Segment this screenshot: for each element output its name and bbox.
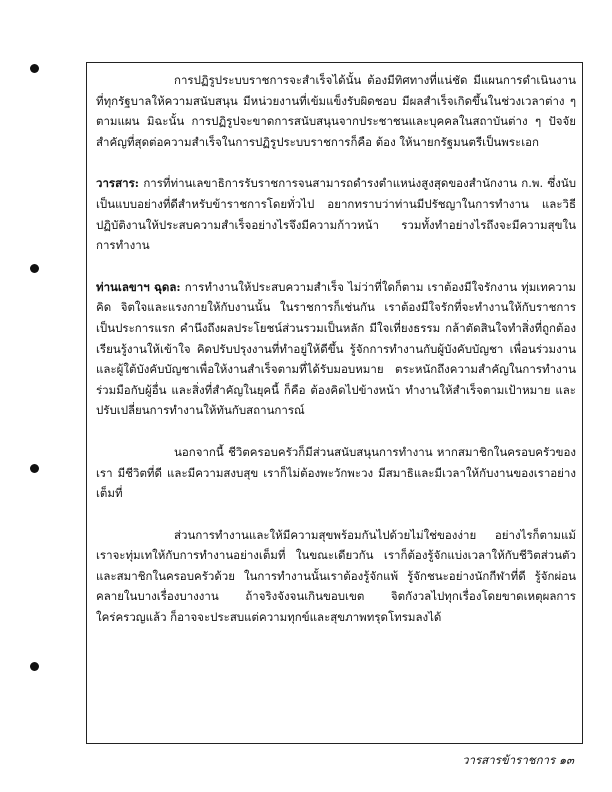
punch-hole-lower bbox=[30, 464, 39, 473]
intro-paragraph bbox=[96, 70, 576, 152]
answer-label: ท่านเลขาฯ ฉุดล: bbox=[96, 279, 181, 294]
family-text: นอกจากนี้ ชีวิตครอบครัวก็มีส่วนสนับสนุนการทำงาน หากสมาชิกในครอบครัวของเรา มีชีวิตที่ดี และมีความสงบสุข เราก็ไม่ต้องพะวักพะวง มีสมาธิและมีเวลาให้กับงานของเราอย่างเต็มที่ bbox=[96, 444, 576, 501]
punch-hole-middle bbox=[30, 264, 39, 273]
happiness-paragraph bbox=[96, 525, 576, 628]
question-label: วารสาร: bbox=[96, 176, 139, 191]
family-paragraph bbox=[96, 442, 576, 504]
answer-paragraph bbox=[96, 277, 576, 421]
answer-text: การทำงานให้ประสบความสำเร็จ ไม่ว่าที่ใดก็ตาม เราต้องมีใจรักงาน ทุ่มเทความคิด จิตใจและแรงกายให้กับงานนั้น ในราชการก็เช่นกัน เราต้องมีใจรักที่จะทำงานให้กับราชการเป็นประการแรก คำนึงถึงผลประโยชน์ส่วนรวมเป็นหลัก มีใจเที่ยงธรรม กล้าตัดสินใจทำสิ่งที่ถูกต้อง เรียนรู้งานให้เข้าใจ คิดปรับปรุงงานที่ทำอยู่ให้ดีขึ้น รู้จักการทำงานกับผู้บังคับบัญชา เพื่อนร่วมงานและผู้ใต้บังคับบัญชาเพื่อให้งานสำเร็จตามที่ได้รับมอบหมาย ตระหนักถึงความสำคัญในการทำงานร่วมมือกับผู้อื่น และสิ่งที่สำคัญในยุคนี้ ก็คือ ต้องคิดไปข้างหน้า ทำงานให้สำเร็จตามเป้าหมาย และปรับเปลี่ยนการทำงานให้ทันกับสถานการณ์ bbox=[96, 279, 576, 418]
punch-hole-bottom bbox=[30, 662, 39, 671]
document-body bbox=[96, 70, 576, 649]
intro-text: การปฏิรูประบบราชการจะสำเร็จได้นั้น ต้องมีทิศทางที่แน่ชัด มีแผนการดำเนินงานที่ทุกรัฐบาลให้ความสนับสนุน มีหน่วยงานที่เข้มแข็งรับผิดชอบ มีผลสำเร็จเกิดขึ้นในช่วงเวลาต่าง ๆ ตามแผน มิฉะนั้น การปฏิรูปจะขาดการสนับสนุนจากประชาชนและบุคคลในสถาบันต่าง ๆ ปัจจัยสำคัญที่สุดต่อความสำเร็จในการปฏิรูประบบราชการก็คือ ต้อง ให้นายกรัฐมนตรีเป็นพระเอก bbox=[96, 73, 576, 149]
punch-hole-top bbox=[30, 64, 39, 73]
question-text: การที่ท่านเลขาธิการรับราชการจนสามารถดำรงตำแหน่งสูงสุดของสำนักงาน ก.พ. ซึ่งนับเป็นแบบอย่างที่ดีสำหรับข้าราชการโดยทั่วไป อยากทราบว่าท่านมีปรัชญาในการทำงาน และวิธีปฏิบัติงานให้ประสบความสำเร็จอย่างไรจึงมีความก้าวหน้า รวมทั้งทำอย่างไรถึงจะมีความสุขในการทำงาน bbox=[96, 176, 577, 253]
question-paragraph bbox=[96, 173, 576, 255]
happiness-text: ส่วนการทำงานและให้มีความสุขพร้อมกันไปด้วยไม่ใช่ของง่าย อย่างไรก็ตามแม้เราจะทุ่มเทให้กับการทำงานอย่างเต็มที่ ในขณะเดียวกัน เราก็ต้องรู้จักแบ่งเวลาให้กับชีวิตส่วนตัวและสมาชิกในครอบครัวด้วย ในการทำงานนั้นเราต้องรู้จักแพ้ รู้จักชนะอย่างนักกีฬาที่ดี รู้จักผ่อนคลายในบางเรื่องบางงาน ถ้าจริงจังจนเกินขอบเขต จิตกังวลไปทุกเรื่องโดยขาดเหตุผลการใคร่ครวญแล้ว ก็อาจจะประสบแต่ความทุกข์และสุขภาพทรุดโทรมลงได้ bbox=[96, 527, 576, 625]
page-footer: วารสารข้าราชการ ๑๓ bbox=[462, 753, 574, 767]
